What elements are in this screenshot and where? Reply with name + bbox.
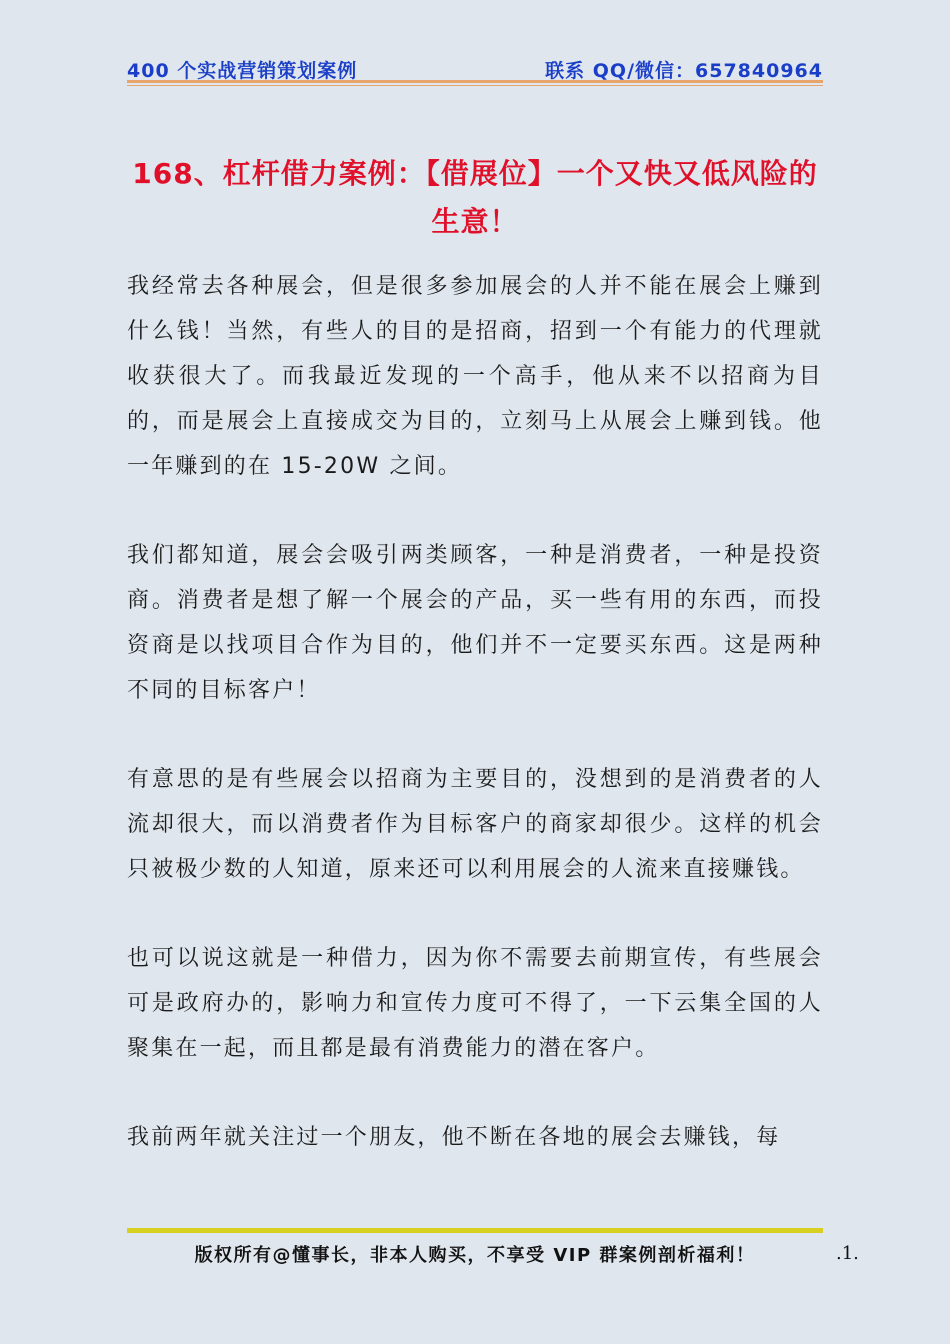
page-header: [127, 52, 823, 82]
paragraph-3: 有意思的是有些展会以招商为主要目的，没想到的是消费者的人流却很大，而以消费者作为目标客户的商家却很少。这样的机会只被极少数的人知道，原来还可以利用展会的人流来直接赚钱。: [127, 767, 823, 882]
paragraph-4: 也可以说这就是一种借力，因为你不需要去前期宣传，有些展会可是政府办的，影响力和宣传力度可不得了，一下云集全国的人聚集在一起，而且都是最有消费能力的潜在客户。: [127, 946, 823, 1061]
page-number: .1.: [836, 1243, 859, 1264]
paragraph-2: 我们都知道，展会会吸引两类顾客，一种是消费者，一种是投资商。消费者是想了解一个展会的产品，买一些有用的东西，而投资商是以找项目合作为目的，他们并不一定要买东西。这是两种不同的目标客户！: [127, 543, 823, 703]
article-title: 168、杠杆借力案例：【借展位】一个又快又低风险的生意！: [132, 157, 818, 238]
header-divider: [127, 80, 823, 83]
copyright-notice: 版权所有@懂事长，非本人购买，不享受 VIP 群案例剖析福利！: [194, 1245, 756, 1266]
header-contact: 联系 QQ/微信：657840964: [545, 60, 823, 82]
paragraph-5: 我前两年就关注过一个朋友，他不断在各地的展会去赚钱，每: [127, 1125, 781, 1150]
footer-divider: [127, 1228, 823, 1233]
header-divider-thin: [127, 85, 823, 86]
article-body: [127, 264, 823, 1204]
paragraph-1: 我经常去各种展会，但是很多参加展会的人并不能在展会上赚到什么钱！当然，有些人的目的是招商，招到一个有能力的代理就收获很大了。而我最近发现的一个高手，他从来不以招商为目的，而是展会上直接成交为目的，立刻马上从展会上赚到钱。他一年赚到的在 15-20W 之间。: [127, 274, 823, 479]
header-series-title: 400 个实战营销策划案例: [127, 60, 358, 82]
